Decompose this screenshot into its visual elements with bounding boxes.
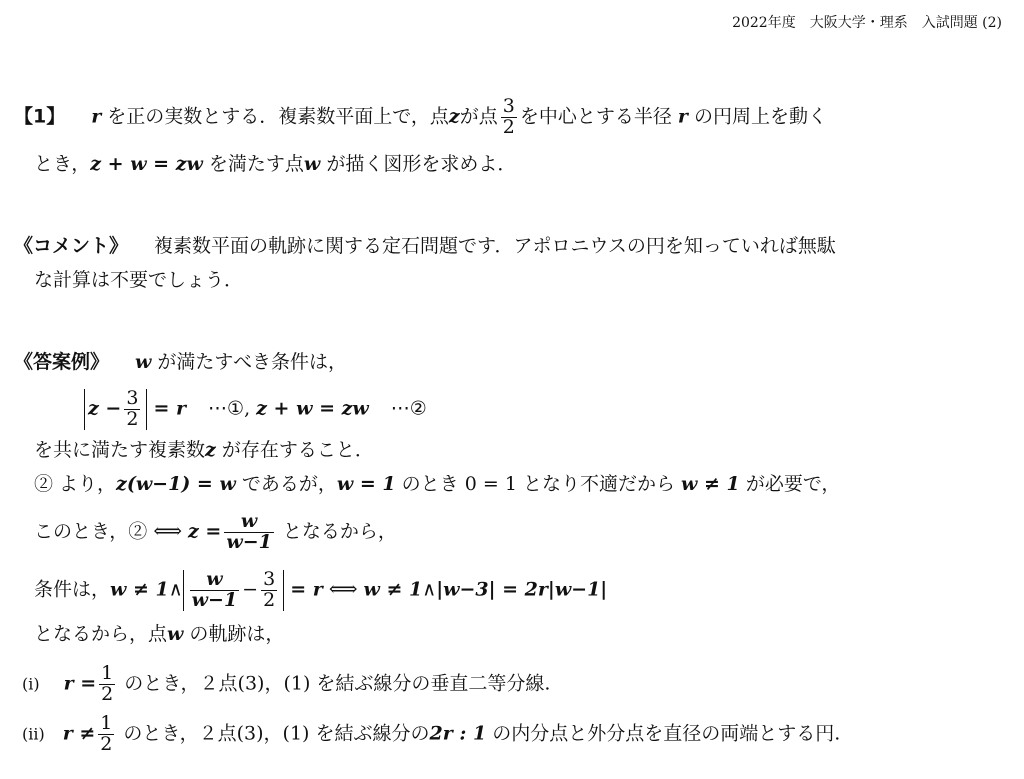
case-2-text: の内分点と外分点を直径の両端とする円. — [492, 722, 841, 745]
answer-line-7 — [34, 625, 284, 644]
equation-w-neq-1: w ≠ 1 — [110, 578, 169, 601]
comment-text: な計算は不要でしょう． — [34, 269, 244, 291]
answer-line-5 — [34, 512, 397, 553]
equation-apollonius: |w−3| = 2r|w−1| — [436, 578, 608, 601]
answer-text: 条件は， — [34, 578, 111, 601]
problem-text: を満たす点 — [208, 153, 304, 175]
equation-z-plus-w: z + w = zw — [90, 153, 203, 175]
equation-w-eq-1: w = 1 — [336, 473, 396, 495]
abs-z-minus-3-2: z − $\frac{3}{2}$ — [84, 389, 147, 430]
case-2 — [22, 714, 840, 755]
answer-text: となり不適だから — [522, 473, 675, 495]
var-r: r — [91, 105, 102, 128]
var-r: r — [677, 105, 688, 128]
answer-line-3 — [34, 441, 374, 460]
answer-text: となるから， — [282, 520, 397, 543]
comment-line-1 — [14, 237, 836, 256]
equation-0-eq-1: 0 = 1 — [464, 473, 517, 495]
r-not-equals: r ≠ — [62, 722, 96, 745]
circled-2: ② — [128, 520, 148, 543]
var-w: w — [135, 351, 152, 373]
iff-symbol: ⟺ — [153, 518, 182, 543]
iff-symbol: ⟺ — [328, 576, 358, 601]
exam-header: 2022年度 大阪大学・理系 入試問題 (2) — [732, 15, 1002, 31]
var-z: z — [448, 105, 460, 128]
problem-text: が描く図形を求めよ． — [326, 153, 517, 175]
equation-mark-1: ⋯① — [208, 397, 245, 420]
problem-text: とき， — [34, 153, 91, 175]
answer-line-4 — [34, 475, 840, 494]
equation-w-neq-1: w ≠ 1 — [363, 578, 423, 601]
answer-text: のとき — [401, 473, 459, 495]
fraction-1-2: $\frac{1}{2}$ — [101, 662, 114, 705]
answer-line-6 — [34, 570, 607, 611]
comment-text: 複素数平面の軌跡に関する定石問題です．アポロニウスの円を知っていれば無駄 — [154, 235, 836, 257]
equation-zw: z(w−1) = w — [116, 473, 236, 495]
case-1-label: (i) — [22, 674, 40, 694]
answer-text: であるが， — [241, 473, 337, 495]
case-1 — [22, 664, 550, 705]
var-w: w — [167, 623, 184, 645]
var-w: w — [303, 153, 321, 175]
r-equals: r = — [63, 672, 97, 695]
problem-label: 【1】 — [14, 105, 66, 128]
comment-line-2 — [34, 271, 243, 290]
answer-text: を共に満たす複素数 — [34, 439, 206, 461]
problem-line-1 — [14, 97, 827, 138]
equation-mark-2: ⋯② — [390, 397, 427, 420]
fraction-3-2: $\frac{3}{2}$ — [502, 95, 515, 138]
equation-z-plus-w: z + w = zw — [256, 397, 369, 420]
equals-r: = r — [153, 397, 187, 420]
answer-text: このとき， — [34, 520, 129, 543]
answer-text: が満たすべき条件は， — [157, 351, 348, 373]
problem-text: が点 — [459, 105, 498, 128]
and-symbol: ∧ — [168, 578, 183, 601]
fraction-w-over-w-1: $\frac{w}{w-1}$ — [226, 510, 272, 553]
case-1-text: のとき，２点(3)，(1) を結ぶ線分の垂直二等分線. — [124, 672, 551, 695]
comment-label: 《コメント》 — [14, 235, 129, 257]
var-z: z — [205, 439, 216, 461]
answer-text: となるから，点 — [34, 623, 168, 645]
answer-equations — [84, 389, 427, 430]
case-2-label: (ii) — [22, 724, 45, 744]
z-equals: z = — [188, 520, 222, 543]
comma: , — [244, 397, 251, 420]
answer-line-1 — [14, 353, 347, 372]
abs-fraction: $\frac{w}{w-1}$ − $\frac{3}{2}$ — [183, 570, 285, 611]
equals-r: = r — [290, 578, 323, 601]
answer-text: が存在すること． — [221, 439, 374, 461]
case-2-text: のとき，２点(3)，(1) を結ぶ線分の — [123, 722, 430, 745]
fraction-1-2: $\frac{1}{2}$ — [100, 712, 113, 755]
problem-line-2 — [34, 155, 516, 174]
equation-w-neq-1: w ≠ 1 — [681, 473, 740, 495]
answer-text: ② より， — [34, 473, 117, 495]
problem-text: を中心とする半径 — [519, 105, 672, 128]
problem-text: の円周上を動く — [693, 105, 827, 128]
answer-text: の軌跡は， — [189, 623, 285, 645]
and-symbol: ∧ — [422, 578, 437, 601]
answer-text: が必要で， — [745, 473, 841, 495]
ratio-2r-1: 2r : 1 — [429, 722, 487, 745]
problem-text: を正の実数とする．複素数平面上で，点 — [107, 105, 449, 128]
answer-label: 《答案例》 — [14, 351, 110, 373]
